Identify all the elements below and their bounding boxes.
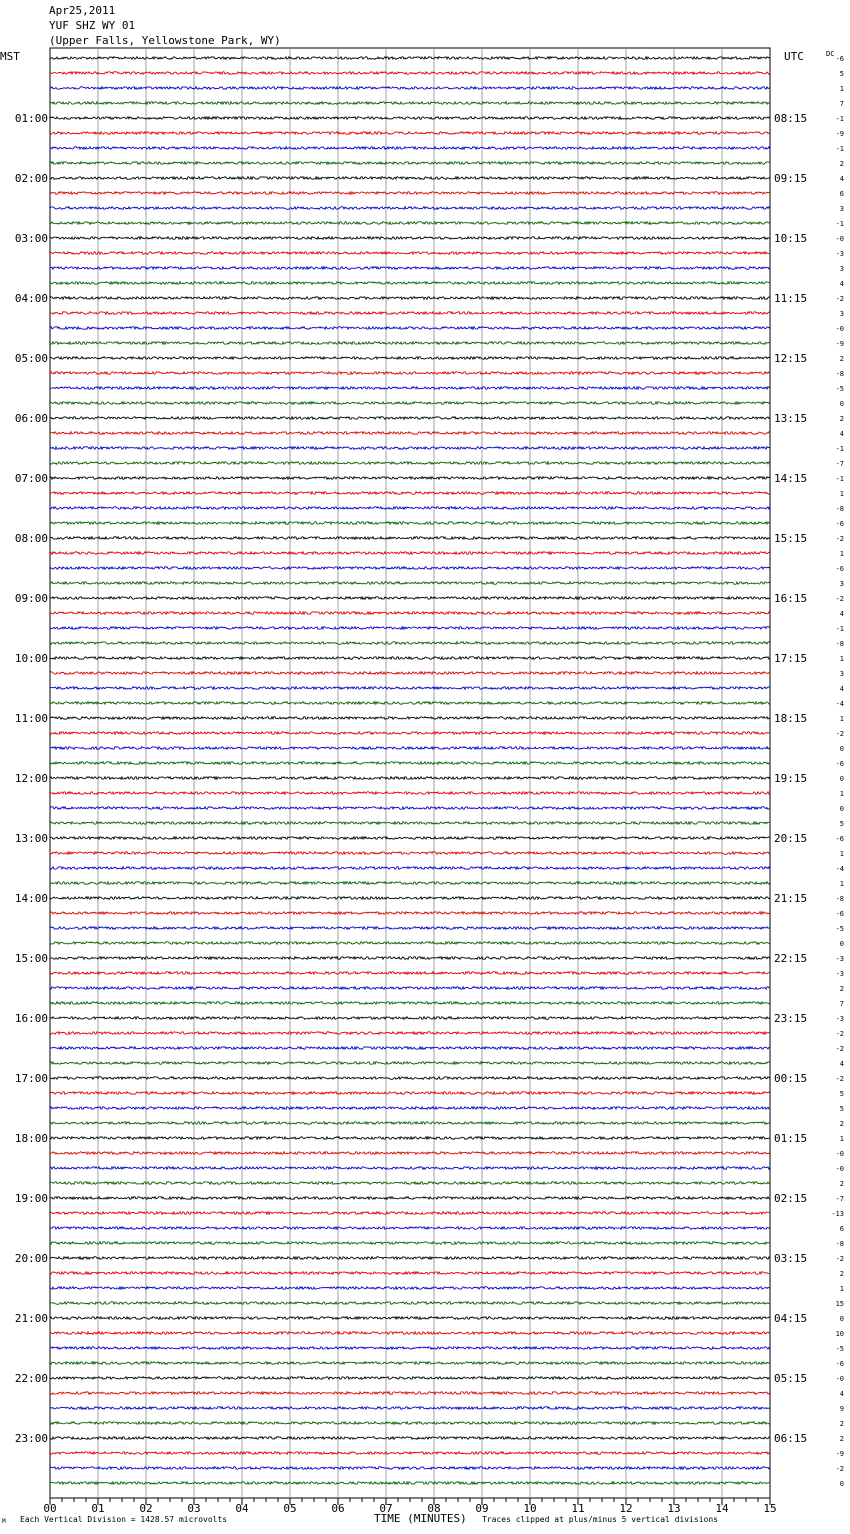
seismic-trace bbox=[50, 972, 770, 975]
seismic-trace bbox=[50, 177, 770, 180]
right-hour-label: 01:15 bbox=[774, 1132, 808, 1145]
right-hour-label: 13:15 bbox=[774, 412, 808, 425]
dc-offset-value: -9 bbox=[835, 340, 844, 348]
dc-offset-value: 3 bbox=[839, 310, 844, 318]
right-hour-label: 09:15 bbox=[774, 172, 808, 185]
dc-offset-value: 1 bbox=[839, 1135, 844, 1143]
dc-offset-value: 3 bbox=[839, 265, 844, 273]
x-tick-label: 07 bbox=[379, 1502, 393, 1515]
left-hour-label: 22:00 bbox=[14, 1372, 48, 1385]
seismic-trace bbox=[50, 222, 770, 225]
dc-offset-value: 6 bbox=[839, 190, 844, 198]
left-hour-label: 09:00 bbox=[14, 592, 48, 605]
seismic-trace bbox=[50, 732, 770, 735]
right-hour-label: 21:15 bbox=[774, 892, 808, 905]
x-tick-label: 05 bbox=[283, 1502, 297, 1515]
seismic-trace bbox=[50, 1467, 770, 1470]
seismic-trace bbox=[50, 87, 770, 90]
seismic-trace bbox=[50, 237, 770, 240]
right-hour-label: 02:15 bbox=[774, 1192, 808, 1205]
dc-offset-value: -3 bbox=[835, 250, 844, 258]
seismic-trace bbox=[50, 837, 770, 840]
dc-offset-value: -3 bbox=[835, 1015, 844, 1023]
dc-offset-value: 6 bbox=[839, 1225, 844, 1233]
header-location: (Upper Falls, Yellowstone Park, WY) bbox=[49, 34, 281, 47]
right-hour-label: 22:15 bbox=[774, 952, 808, 965]
dc-offset-value: 0 bbox=[839, 775, 844, 783]
right-hour-label: 05:15 bbox=[774, 1372, 808, 1385]
dc-offset-value: 1 bbox=[839, 790, 844, 798]
left-hour-label: 21:00 bbox=[14, 1312, 48, 1325]
seismic-trace bbox=[50, 357, 770, 360]
left-hour-label: 08:00 bbox=[14, 532, 48, 545]
dc-offset-value: 0 bbox=[839, 400, 844, 408]
dc-offset-value: -2 bbox=[835, 1465, 844, 1473]
seismic-trace bbox=[50, 1152, 770, 1155]
right-hour-label: 08:15 bbox=[774, 112, 808, 125]
seismic-trace bbox=[50, 822, 770, 825]
left-axis-label: MST bbox=[0, 50, 20, 63]
seismic-trace bbox=[50, 1017, 770, 1020]
right-hour-label: 18:15 bbox=[774, 712, 808, 725]
seismic-trace bbox=[50, 282, 770, 285]
left-hour-label: 04:00 bbox=[14, 292, 48, 305]
dc-offset-value: -2 bbox=[835, 1045, 844, 1053]
seismic-trace bbox=[50, 432, 770, 435]
dc-offset-value: 2 bbox=[839, 355, 844, 363]
footer-vertical-division: Each Vertical Division = 1428.57 microvolts bbox=[20, 1515, 228, 1524]
dc-offset-value: 2 bbox=[839, 1120, 844, 1128]
seismic-trace bbox=[50, 102, 770, 105]
dc-offset-value: -1 bbox=[835, 445, 844, 453]
seismic-trace bbox=[50, 447, 770, 450]
seismic-trace bbox=[50, 657, 770, 660]
seismic-trace bbox=[50, 1482, 770, 1485]
seismic-trace bbox=[50, 162, 770, 165]
dc-offset-value: -4 bbox=[835, 700, 844, 708]
dc-offset-value: -4 bbox=[835, 865, 844, 873]
right-hour-label: 19:15 bbox=[774, 772, 808, 785]
seismic-trace bbox=[50, 1242, 770, 1245]
x-tick-label: 15 bbox=[763, 1502, 777, 1515]
seismic-trace bbox=[50, 1077, 770, 1080]
right-hour-label: 15:15 bbox=[774, 532, 808, 545]
seismic-trace bbox=[50, 147, 770, 150]
seismic-trace bbox=[50, 507, 770, 510]
left-hour-label: 01:00 bbox=[14, 112, 48, 125]
footer-clip-note: Traces clipped at plus/minus 5 vertical divisions bbox=[482, 1515, 719, 1524]
x-tick-label: 06 bbox=[331, 1502, 345, 1515]
seismic-trace bbox=[50, 537, 770, 540]
dc-offset-value: 0 bbox=[839, 940, 844, 948]
right-hour-label: 03:15 bbox=[774, 1252, 808, 1265]
dc-offset-value: -9 bbox=[835, 1450, 844, 1458]
left-hour-label: 15:00 bbox=[14, 952, 48, 965]
seismic-trace bbox=[50, 1197, 770, 1200]
right-hour-label: 06:15 bbox=[774, 1432, 808, 1445]
x-tick-label: 00 bbox=[43, 1502, 57, 1515]
dc-offset-value: -2 bbox=[835, 1255, 844, 1263]
seismic-trace bbox=[50, 567, 770, 570]
dc-offset-value: 2 bbox=[839, 415, 844, 423]
seismic-trace bbox=[50, 807, 770, 810]
dc-offset-value: 0 bbox=[839, 805, 844, 813]
left-hour-label: 13:00 bbox=[14, 832, 48, 845]
left-hour-label: 02:00 bbox=[14, 172, 48, 185]
dc-offset-value: -6 bbox=[835, 835, 844, 843]
dc-offset-value: 4 bbox=[839, 430, 844, 438]
seismic-trace bbox=[50, 342, 770, 345]
dc-offset-value: 0 bbox=[839, 1315, 844, 1323]
dc-offset-value: -3 bbox=[835, 970, 844, 978]
dc-offset-value: -1 bbox=[835, 220, 844, 228]
right-hour-label: 16:15 bbox=[774, 592, 808, 605]
dc-offset-value: 2 bbox=[839, 985, 844, 993]
dc-offset-value: -6 bbox=[835, 565, 844, 573]
dc-offset-value: -6 bbox=[835, 910, 844, 918]
seismic-trace bbox=[50, 612, 770, 615]
seismic-trace bbox=[50, 297, 770, 300]
dc-offset-value: 4 bbox=[839, 1060, 844, 1068]
dc-offset-value: 1 bbox=[839, 1285, 844, 1293]
dc-offset-value: -1 bbox=[835, 145, 844, 153]
right-hour-label: 04:15 bbox=[774, 1312, 808, 1325]
dc-offset-value: 0 bbox=[839, 745, 844, 753]
seismic-trace bbox=[50, 267, 770, 270]
dc-offset-value: -7 bbox=[835, 1195, 844, 1203]
dc-offset-value: -6 bbox=[835, 520, 844, 528]
right-hour-label: 00:15 bbox=[774, 1072, 808, 1085]
seismic-trace bbox=[50, 477, 770, 480]
dc-offset-value: -1 bbox=[835, 625, 844, 633]
left-hour-label: 16:00 bbox=[14, 1012, 48, 1025]
seismic-trace bbox=[50, 1167, 770, 1170]
seismic-trace bbox=[50, 1257, 770, 1260]
dc-offset-value: -1 bbox=[835, 475, 844, 483]
seismic-trace bbox=[50, 207, 770, 210]
dc-offset-value: -2 bbox=[835, 730, 844, 738]
seismic-trace bbox=[50, 1062, 770, 1065]
dc-offset-value: 1 bbox=[839, 880, 844, 888]
header-station: YUF SHZ WY 01 bbox=[49, 19, 136, 32]
seismic-trace bbox=[50, 1137, 770, 1140]
dc-offset-value: -8 bbox=[835, 1240, 844, 1248]
dc-offset-value: 4 bbox=[839, 685, 844, 693]
seismic-trace bbox=[50, 1032, 770, 1035]
dc-offset-value: 7 bbox=[839, 100, 844, 108]
dc-offset-value: 4 bbox=[839, 610, 844, 618]
seismic-trace bbox=[50, 1332, 770, 1335]
seismic-trace bbox=[50, 1347, 770, 1350]
x-tick-label: 09 bbox=[475, 1502, 489, 1515]
dc-offset-value: 2 bbox=[839, 1435, 844, 1443]
left-hour-label: 12:00 bbox=[14, 772, 48, 785]
seismic-trace bbox=[50, 522, 770, 525]
seismic-trace bbox=[50, 1212, 770, 1215]
right-hour-label: 11:15 bbox=[774, 292, 808, 305]
dc-offset-value: 4 bbox=[839, 280, 844, 288]
x-tick-label: 08 bbox=[427, 1502, 441, 1515]
seismic-trace bbox=[50, 1407, 770, 1410]
seismic-trace bbox=[50, 117, 770, 120]
seismic-trace bbox=[50, 1272, 770, 1275]
dc-offset-value: 1 bbox=[839, 850, 844, 858]
seismic-trace bbox=[50, 1287, 770, 1290]
dc-offset-value: -6 bbox=[835, 55, 844, 63]
dc-offset-value: 9 bbox=[839, 1405, 844, 1413]
left-hour-label: 05:00 bbox=[14, 352, 48, 365]
seismic-trace bbox=[50, 762, 770, 765]
seismic-trace bbox=[50, 192, 770, 195]
dc-offset-value: -6 bbox=[835, 760, 844, 768]
seismic-trace bbox=[50, 642, 770, 645]
dc-offset-value: -5 bbox=[835, 925, 844, 933]
right-axis-label: UTC bbox=[784, 50, 804, 63]
seismic-trace bbox=[50, 72, 770, 75]
dc-offset-value: 3 bbox=[839, 580, 844, 588]
seismic-trace bbox=[50, 1437, 770, 1440]
left-hour-label: 18:00 bbox=[14, 1132, 48, 1145]
seismic-trace bbox=[50, 627, 770, 630]
seismic-trace bbox=[50, 1317, 770, 1320]
left-hour-label: 19:00 bbox=[14, 1192, 48, 1205]
dc-offset-value: 1 bbox=[839, 85, 844, 93]
seismic-trace bbox=[50, 747, 770, 750]
dc-offset-value: -0 bbox=[835, 1165, 844, 1173]
seismic-trace bbox=[50, 792, 770, 795]
left-hour-label: 14:00 bbox=[14, 892, 48, 905]
dc-offset-value: 3 bbox=[839, 670, 844, 678]
seismic-trace bbox=[50, 402, 770, 405]
seismic-trace bbox=[50, 57, 770, 60]
corner-mark: M bbox=[2, 1518, 6, 1525]
seismic-trace bbox=[50, 312, 770, 315]
dc-offset-value: -2 bbox=[835, 595, 844, 603]
right-hour-label: 20:15 bbox=[774, 832, 808, 845]
seismic-trace bbox=[50, 987, 770, 990]
seismic-trace bbox=[50, 1107, 770, 1110]
dc-offset-value: 10 bbox=[835, 1330, 844, 1338]
seismic-trace bbox=[50, 927, 770, 930]
dc-offset-value: -3 bbox=[835, 955, 844, 963]
dc-offset-value: 5 bbox=[839, 1105, 844, 1113]
dc-offset-value: -7 bbox=[835, 460, 844, 468]
seismic-trace bbox=[50, 387, 770, 390]
dc-offset-value: 4 bbox=[839, 175, 844, 183]
dc-offset-value: -5 bbox=[835, 1345, 844, 1353]
seismic-trace bbox=[50, 672, 770, 675]
seismic-trace bbox=[50, 717, 770, 720]
seismic-trace bbox=[50, 1122, 770, 1125]
seismic-trace bbox=[50, 492, 770, 495]
left-hour-label: 17:00 bbox=[14, 1072, 48, 1085]
dc-offset-value: 2 bbox=[839, 160, 844, 168]
seismic-trace bbox=[50, 132, 770, 135]
dc-offset-value: -5 bbox=[835, 385, 844, 393]
x-tick-label: 01 bbox=[91, 1502, 105, 1515]
x-tick-label: 02 bbox=[139, 1502, 153, 1515]
dc-offset-value: -8 bbox=[835, 370, 844, 378]
header-date: Apr25,2011 bbox=[49, 4, 116, 17]
dc-offset-value: 2 bbox=[839, 1270, 844, 1278]
dc-offset-value: -9 bbox=[835, 130, 844, 138]
x-axis-title: TIME (MINUTES) bbox=[374, 1512, 467, 1525]
seismic-trace bbox=[50, 1227, 770, 1230]
seismic-trace bbox=[50, 687, 770, 690]
x-tick-label: 12 bbox=[619, 1502, 633, 1515]
x-tick-label: 10 bbox=[523, 1502, 537, 1515]
dc-offset-value: 3 bbox=[839, 205, 844, 213]
seismic-trace bbox=[50, 897, 770, 900]
dc-offset-value: 1 bbox=[839, 490, 844, 498]
dc-offset-value: 4 bbox=[839, 1390, 844, 1398]
left-hour-label: 06:00 bbox=[14, 412, 48, 425]
seismic-trace bbox=[50, 852, 770, 855]
dc-offset-value: -2 bbox=[835, 1030, 844, 1038]
right-hour-label: 10:15 bbox=[774, 232, 808, 245]
seismic-trace bbox=[50, 1047, 770, 1050]
seismic-trace bbox=[50, 597, 770, 600]
dc-offset-value: 2 bbox=[839, 1180, 844, 1188]
seismic-trace bbox=[50, 1377, 770, 1380]
left-hour-label: 20:00 bbox=[14, 1252, 48, 1265]
left-hour-label: 03:00 bbox=[14, 232, 48, 245]
seismic-trace bbox=[50, 417, 770, 420]
x-tick-label: 04 bbox=[235, 1502, 249, 1515]
seismic-trace bbox=[50, 1392, 770, 1395]
x-tick-label: 14 bbox=[715, 1502, 729, 1515]
dc-offset-value: -2 bbox=[835, 295, 844, 303]
dc-offset-value: -0 bbox=[835, 235, 844, 243]
seismic-trace bbox=[50, 1092, 770, 1095]
dc-offset-value: 1 bbox=[839, 715, 844, 723]
seismic-trace bbox=[50, 582, 770, 585]
seismic-trace bbox=[50, 1422, 770, 1425]
dc-offset-value: 7 bbox=[839, 1000, 844, 1008]
dc-offset-value: 5 bbox=[839, 820, 844, 828]
seismic-trace bbox=[50, 552, 770, 555]
seismic-trace bbox=[50, 327, 770, 330]
seismic-trace bbox=[50, 702, 770, 705]
dc-offset-value: -8 bbox=[835, 505, 844, 513]
dc-label: DC bbox=[826, 50, 835, 58]
seismic-trace bbox=[50, 1362, 770, 1365]
dc-offset-value: 1 bbox=[839, 550, 844, 558]
dc-offset-value: 5 bbox=[839, 70, 844, 78]
seismic-trace bbox=[50, 957, 770, 960]
dc-offset-value: -0 bbox=[835, 1375, 844, 1383]
seismic-trace bbox=[50, 372, 770, 375]
dc-offset-value: -0 bbox=[835, 1150, 844, 1158]
seismic-trace bbox=[50, 1452, 770, 1455]
dc-offset-value: 2 bbox=[839, 1420, 844, 1428]
right-hour-label: 17:15 bbox=[774, 652, 808, 665]
seismic-trace bbox=[50, 1182, 770, 1185]
right-hour-label: 23:15 bbox=[774, 1012, 808, 1025]
dc-offset-value: -1 bbox=[835, 115, 844, 123]
dc-offset-value: -0 bbox=[835, 325, 844, 333]
seismic-trace bbox=[50, 912, 770, 915]
x-tick-label: 11 bbox=[571, 1502, 585, 1515]
seismic-trace bbox=[50, 777, 770, 780]
dc-offset-value: 0 bbox=[839, 1480, 844, 1488]
seismic-trace bbox=[50, 942, 770, 945]
dc-offset-value: 1 bbox=[839, 655, 844, 663]
dc-offset-value: 15 bbox=[835, 1300, 844, 1308]
seismic-trace bbox=[50, 252, 770, 255]
left-hour-label: 23:00 bbox=[14, 1432, 48, 1445]
x-tick-label: 13 bbox=[667, 1502, 681, 1515]
dc-offset-value: -6 bbox=[835, 1360, 844, 1368]
dc-offset-value: -2 bbox=[835, 1075, 844, 1083]
dc-offset-value: -8 bbox=[835, 895, 844, 903]
left-hour-label: 11:00 bbox=[14, 712, 48, 725]
right-hour-label: 12:15 bbox=[774, 352, 808, 365]
seismic-trace bbox=[50, 867, 770, 870]
seismic-trace bbox=[50, 882, 770, 885]
right-hour-label: 14:15 bbox=[774, 472, 808, 485]
left-hour-label: 07:00 bbox=[14, 472, 48, 485]
dc-offset-value: -2 bbox=[835, 535, 844, 543]
seismic-trace bbox=[50, 1002, 770, 1005]
left-hour-label: 10:00 bbox=[14, 652, 48, 665]
plot-frame bbox=[50, 48, 770, 1498]
seismic-trace bbox=[50, 462, 770, 465]
seismic-trace bbox=[50, 1302, 770, 1305]
dc-offset-value: 5 bbox=[839, 1090, 844, 1098]
x-tick-label: 03 bbox=[187, 1502, 201, 1515]
dc-offset-value: -13 bbox=[831, 1210, 844, 1218]
dc-offset-value: -8 bbox=[835, 640, 844, 648]
